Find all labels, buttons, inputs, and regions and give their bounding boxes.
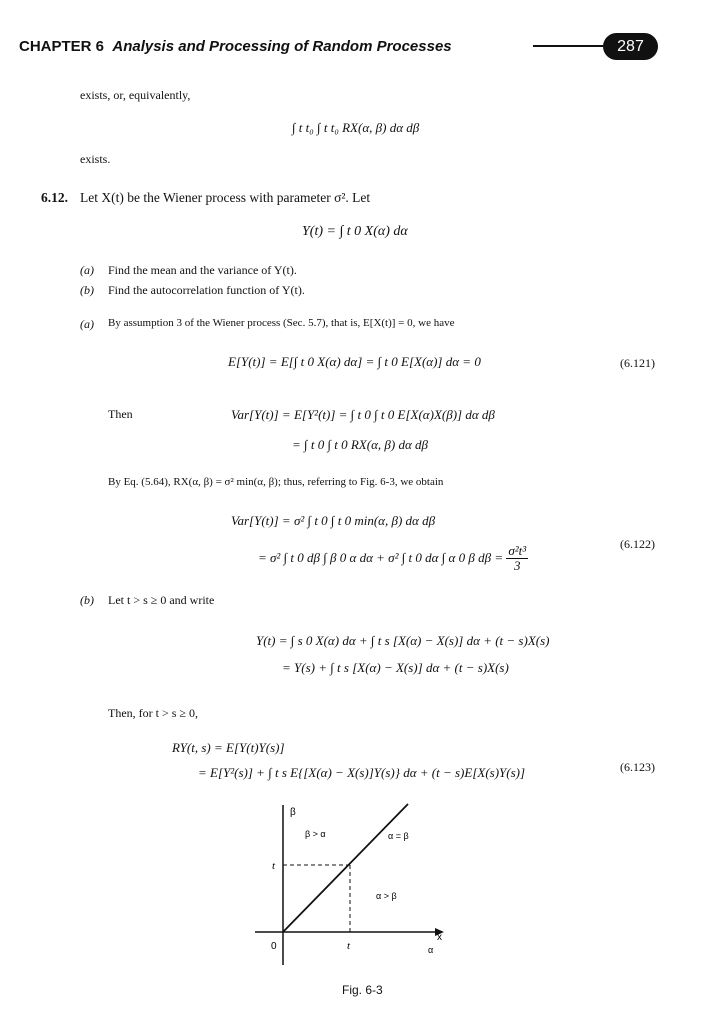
x-axis-letter: x xyxy=(437,932,442,943)
part-a-text: Find the mean and the variance of Y(t). xyxy=(108,263,297,277)
equation-number-6122: (6.122) xyxy=(620,537,655,551)
problem-definition: Y(t) = ∫ t 0 X(α) dα xyxy=(302,224,408,239)
part-b-text: Find the autocorrelation function of Y(t). xyxy=(108,283,305,297)
equation-var3: Var[Y(t)] = σ² ∫ t 0 ∫ t 0 min(α, β) dα dβ xyxy=(231,513,436,528)
diagonal-line xyxy=(283,804,408,932)
equation-var1: Var[Y(t)] = E[Y²(t)] = ∫ t 0 ∫ t 0 E[X(α)X(β)] dα dβ xyxy=(231,407,495,422)
intro-integral: ∫ t t₀ ∫ t t₀ RX(α, β) dα dβ xyxy=(292,120,420,135)
problem-statement: Let X(t) be the Wiener process with parameter σ². Let xyxy=(80,190,371,205)
chapter-header xyxy=(19,38,452,55)
page-number: 287 xyxy=(603,33,658,60)
chapter-title: Analysis and Processing of Random Processes xyxy=(112,38,452,55)
equation-var4 xyxy=(258,544,528,574)
chapter-label: CHAPTER 6 xyxy=(19,38,105,55)
then-label: Then xyxy=(108,407,133,421)
equation-r1: RY(t, s) = E[Y(t)Y(s)] xyxy=(172,740,285,755)
figure-caption: Fig. 6-3 xyxy=(342,983,383,997)
beta-axis-label: β xyxy=(290,807,296,818)
diagonal-label: α = β xyxy=(388,831,409,841)
equation-y2: = Y(s) + ∫ t s [X(α) − X(s)] dα + (t − s)X(s) xyxy=(282,660,509,675)
solution-a-label: (a) xyxy=(80,317,94,331)
then-for-text: Then, for t > s ≥ 0, xyxy=(108,706,199,720)
fraction-numerator: σ²t³ xyxy=(508,543,527,558)
equation-mean: E[Y(t)] = E[∫ t 0 X(α) dα] = ∫ t 0 E[X(α)] dα = 0 xyxy=(228,354,481,369)
figure-6-3 xyxy=(250,797,460,972)
equation-y1: Y(t) = ∫ s 0 X(α) dα + ∫ t s [X(α) − X(s)] dα + (t − s)X(s) xyxy=(256,633,550,648)
equation-var2: = ∫ t 0 ∫ t 0 RX(α, β) dα dβ xyxy=(292,437,429,452)
solution-a-text: By assumption 3 of the Wiener process (Sec. 5.7), that is, E[X(t)] = 0, we have xyxy=(108,317,455,329)
region-lower-label: α > β xyxy=(376,891,397,901)
header-rule xyxy=(533,45,613,47)
region-upper-label: β > α xyxy=(305,829,326,839)
alpha-axis-label: α xyxy=(428,945,434,955)
equation-number-6123: (6.123) xyxy=(620,760,655,774)
t-y-label: t xyxy=(272,860,276,872)
origin-label: 0 xyxy=(271,941,277,952)
t-x-label: t xyxy=(347,940,351,952)
problem-number: 6.12. xyxy=(41,190,68,205)
equation-number-6121: (6.121) xyxy=(620,356,655,370)
equation-r2: = E[Y²(s)] + ∫ t s E{[X(α) − X(s)]Y(s)} dα + (t − s)E[X(s)Y(s)] xyxy=(198,765,526,780)
fraction-denominator: 3 xyxy=(514,558,521,574)
equation-var4-fraction xyxy=(506,544,528,574)
by-eq-text: By Eq. (5.64), RX(α, β) = σ² min(α, β); thus, referring to Fig. 6-3, we obtain xyxy=(108,476,444,488)
equation-var4-body: = σ² ∫ t 0 dβ ∫ β 0 α dα + σ² ∫ t 0 dα ∫ α 0 β dβ = xyxy=(258,549,504,565)
part-b-label: (b) xyxy=(80,283,94,297)
part-a-label: (a) xyxy=(80,263,94,277)
solution-b-label: (b) xyxy=(80,593,94,607)
intro-line2: exists. xyxy=(80,152,111,166)
intro-line1: exists, or, equivalently, xyxy=(80,88,191,102)
solution-b-text: Let t > s ≥ 0 and write xyxy=(108,593,215,607)
